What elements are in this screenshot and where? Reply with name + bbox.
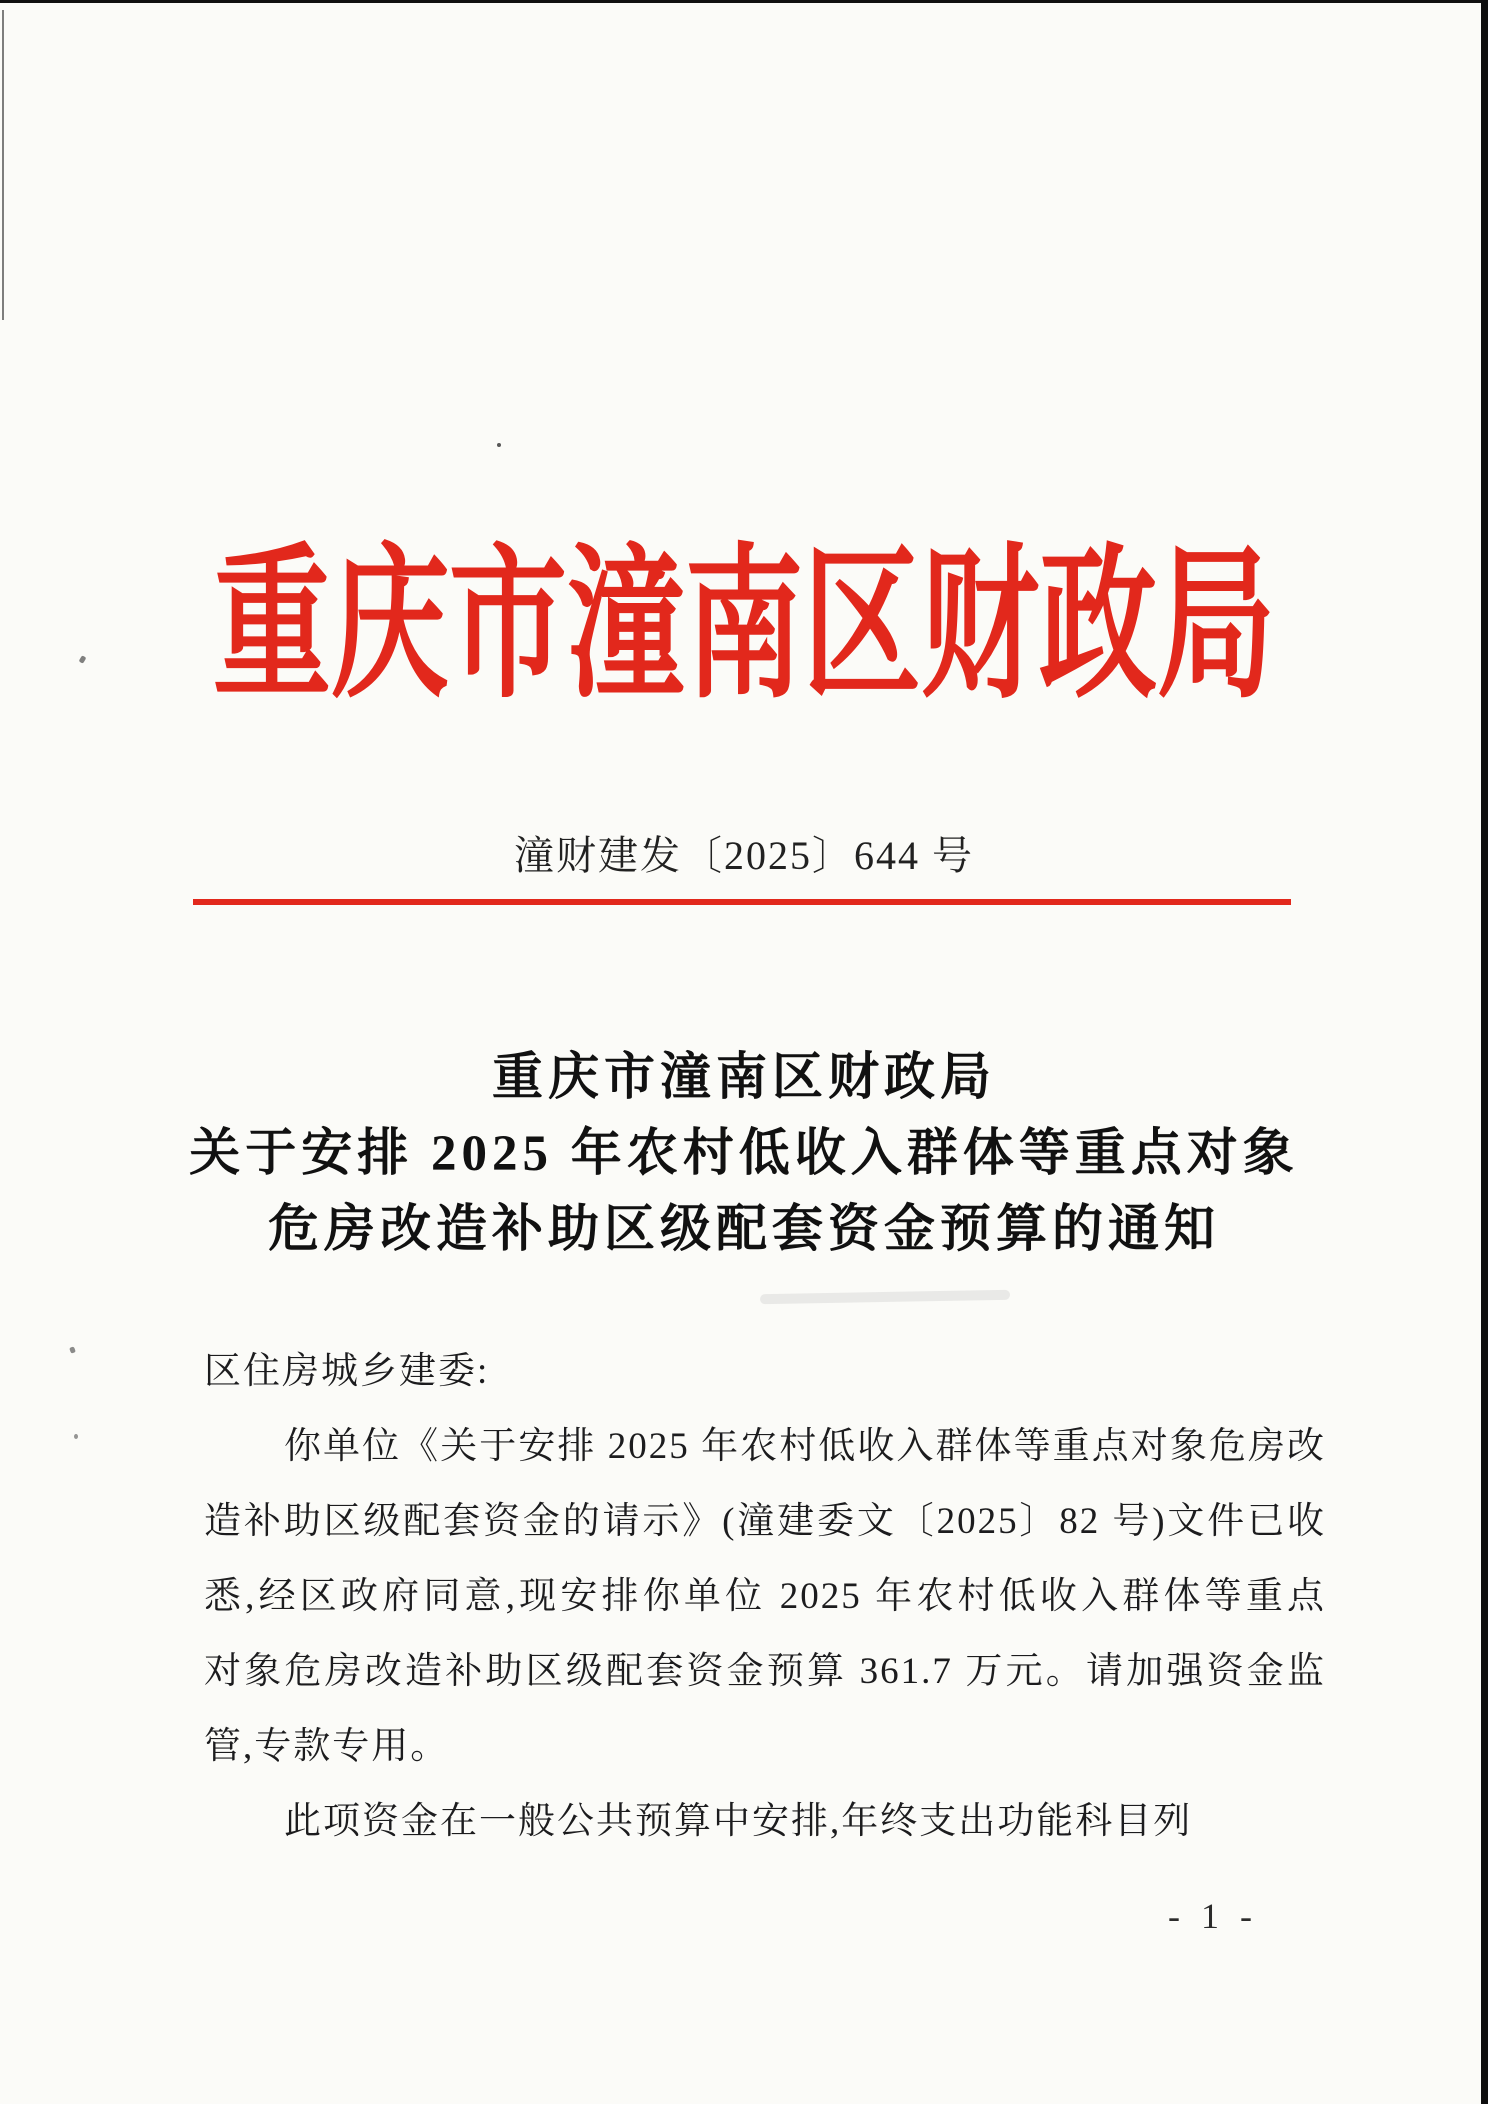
- document-number: 潼财建发〔2025〕644 号: [514, 833, 974, 878]
- document-body: [204, 1334, 1326, 1859]
- body-line: 此项资金在一般公共预算中安排,年终支出功能科目列: [284, 1801, 1193, 1842]
- body-line: 悉,经区政府同意,现安排你单位 2025 年农村低收入群体等重点: [204, 1576, 1326, 1617]
- document-title-line3: 危房改造补助区级配套资金预算的通知: [267, 1202, 1220, 1258]
- document-title-line1: 重庆市潼南区财政局: [491, 1050, 996, 1106]
- scan-smudge: [760, 1290, 1010, 1304]
- salutation: 区住房城乡建委:: [204, 1351, 490, 1392]
- body-line: 对象危房改造补助区级配套资金预算 361.7 万元。请加强资金监: [204, 1651, 1326, 1692]
- scan-speck: [497, 443, 501, 447]
- red-divider-line: [193, 899, 1291, 905]
- body-line: 管,专款专用。: [204, 1726, 450, 1767]
- scan-edge-top: [0, 0, 1488, 3]
- body-line: 造补助区级配套资金的请示》(潼建委文〔2025〕82 号)文件已收: [204, 1501, 1326, 1542]
- body-line: 你单位《关于安排 2025 年农村低收入群体等重点对象危房改: [284, 1426, 1326, 1467]
- scan-speck: [69, 1346, 76, 1353]
- page-number: - 1 -: [1168, 1896, 1258, 1936]
- scan-speck: [74, 1434, 78, 1439]
- scan-edge-left: [2, 10, 4, 320]
- document-title: [0, 1040, 1488, 1268]
- agency-masthead: 重庆市潼南区财政局: [212, 534, 1275, 718]
- document-title-line2: 关于安排 2025 年农村低收入群体等重点对象: [189, 1126, 1299, 1182]
